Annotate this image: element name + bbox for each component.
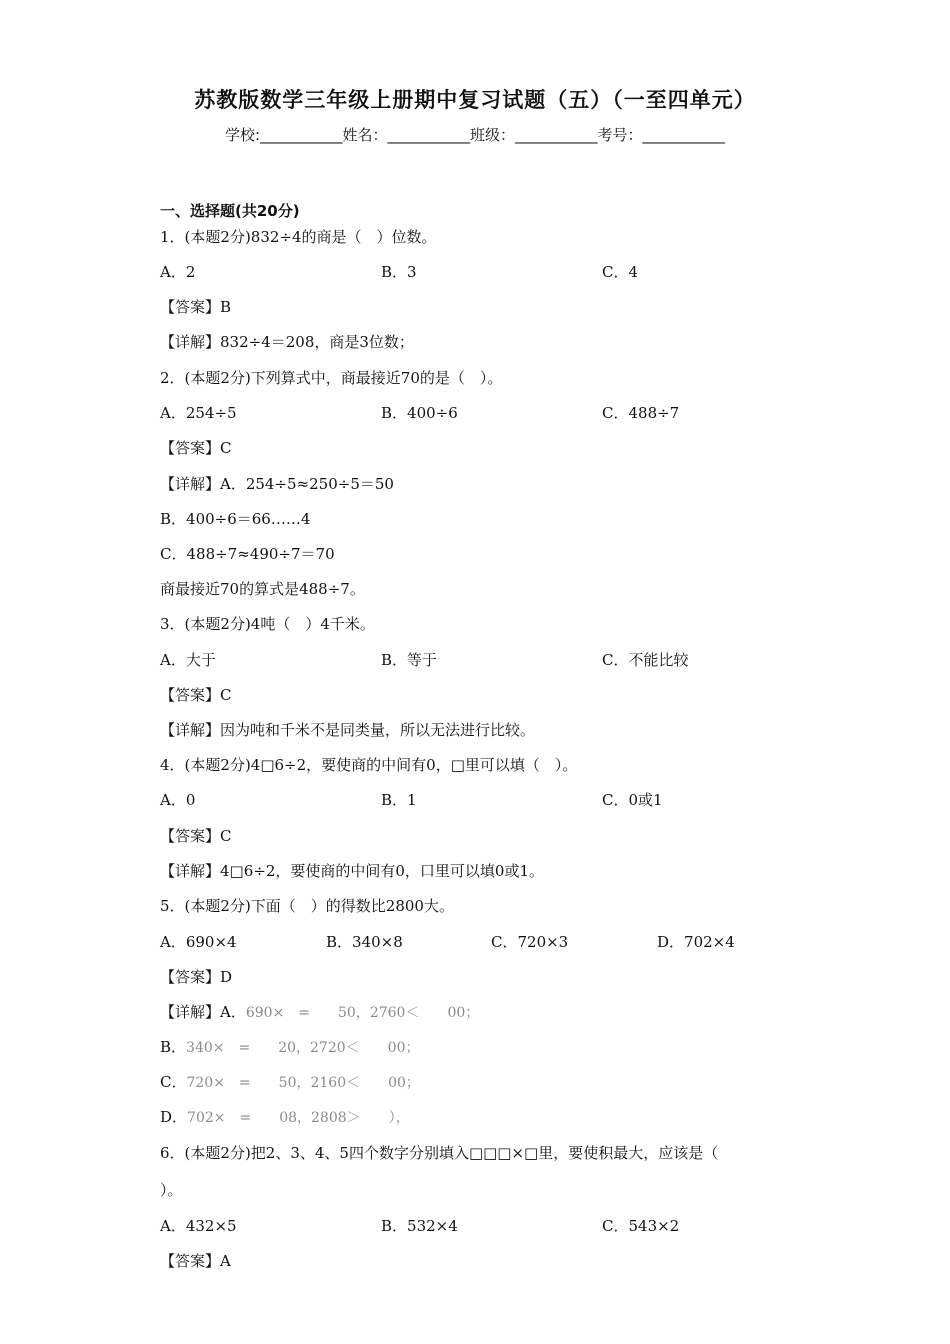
question-4-option-a: A．0 <box>160 791 196 809</box>
detail-math: 690× = 50，2760＜ 00； <box>245 1005 480 1021</box>
question-6-stem: 6．(本题2分)把2、3、4、5四个数字分别填入□□□×□里，要使积最大，应该是（ <box>160 1144 719 1162</box>
question-6-answer: 【答案】A <box>160 1252 231 1270</box>
question-2-detail-3: C．488÷7≈490÷7＝70 <box>160 545 335 563</box>
detail-label: B． <box>160 1038 187 1056</box>
question-5-detail-3 <box>160 1071 420 1092</box>
question-1-option-c: C．4 <box>602 263 639 281</box>
question-5-option-b: B．340×8 <box>326 933 403 951</box>
question-2-stem: 2．(本题2分)下列算式中，商最接近70的是（ ）。 <box>160 369 503 387</box>
question-5-detail-2 <box>160 1036 419 1057</box>
question-3-answer: 【答案】C <box>160 686 232 704</box>
question-4-detail: 【详解】4□6÷2，要使商的中间有0，口里可以填0或1。 <box>160 862 545 880</box>
question-4-option-b: B．1 <box>381 791 417 809</box>
question-3-option-b: B．等于 <box>381 651 438 669</box>
detail-math: 720× = 50，2160＜ 00； <box>186 1075 420 1091</box>
question-1-answer: 【答案】B <box>160 298 232 316</box>
question-5-answer: 【答案】D <box>160 968 233 986</box>
question-3-stem: 3．(本题2分)4吨（ ）4千米。 <box>160 615 375 633</box>
detail-label: D． <box>160 1108 188 1126</box>
question-1-option-a: A．2 <box>160 263 196 281</box>
question-2-detail-1: 【详解】A．254÷5≈250÷5＝50 <box>160 475 394 493</box>
question-1-stem: 1．(本题2分)832÷4的商是（ ）位数。 <box>160 228 437 246</box>
question-5-detail-1 <box>160 1001 479 1022</box>
question-5-stem: 5．(本题2分)下面（ ）的得数比2800大。 <box>160 897 454 915</box>
question-5-option-a: A．690×4 <box>160 933 237 951</box>
question-4-option-c: C．0或1 <box>602 791 663 809</box>
question-5-detail-4 <box>160 1106 410 1127</box>
question-1-option-b: B．3 <box>381 263 417 281</box>
question-5-option-c: C．720×3 <box>491 933 569 951</box>
page-title: 苏教版数学三年级上册期中复习试题（五）（一至四单元） <box>194 88 756 112</box>
question-5-option-d: D．702×4 <box>657 933 735 951</box>
question-6-option-a: A．432×5 <box>160 1217 237 1235</box>
detail-math: 340× = 20，2720＜ 00； <box>186 1040 420 1056</box>
question-6-option-b: B．532×4 <box>381 1217 458 1235</box>
question-4-stem: 4．(本题2分)4□6÷2，要使商的中间有0，□里可以填（ ）。 <box>160 756 578 774</box>
question-2-option-c: C．488÷7 <box>602 404 680 422</box>
section-title: 一、选择题(共20分) <box>160 202 300 220</box>
question-3-option-a: A．大于 <box>160 651 216 669</box>
question-2-detail-2: B．400÷6＝66……4 <box>160 510 311 528</box>
question-3-detail: 【详解】因为吨和千米不是同类量，所以无法进行比较。 <box>160 721 536 739</box>
question-2-answer: 【答案】C <box>160 439 232 457</box>
question-3-option-c: C．不能比较 <box>602 651 689 669</box>
question-2-detail-4: 商最接近70的算式是488÷7。 <box>160 580 365 598</box>
question-1-detail: 【详解】832÷4＝208，商是3位数； <box>160 333 414 351</box>
question-6-stem-continued: ）。 <box>160 1181 183 1199</box>
question-2-option-b: B．400÷6 <box>381 404 458 422</box>
student-info-line: 学校:___________姓名：___________班级：___________考号：___________ <box>224 126 726 144</box>
question-4-answer: 【答案】C <box>160 827 232 845</box>
detail-math: 702× = 08，2808＞ ）， <box>187 1110 410 1126</box>
detail-label: C． <box>160 1073 187 1091</box>
detail-label: 【详解】A． <box>160 1003 246 1021</box>
question-6-option-c: C．543×2 <box>602 1217 680 1235</box>
question-2-option-a: A．254÷5 <box>160 404 237 422</box>
